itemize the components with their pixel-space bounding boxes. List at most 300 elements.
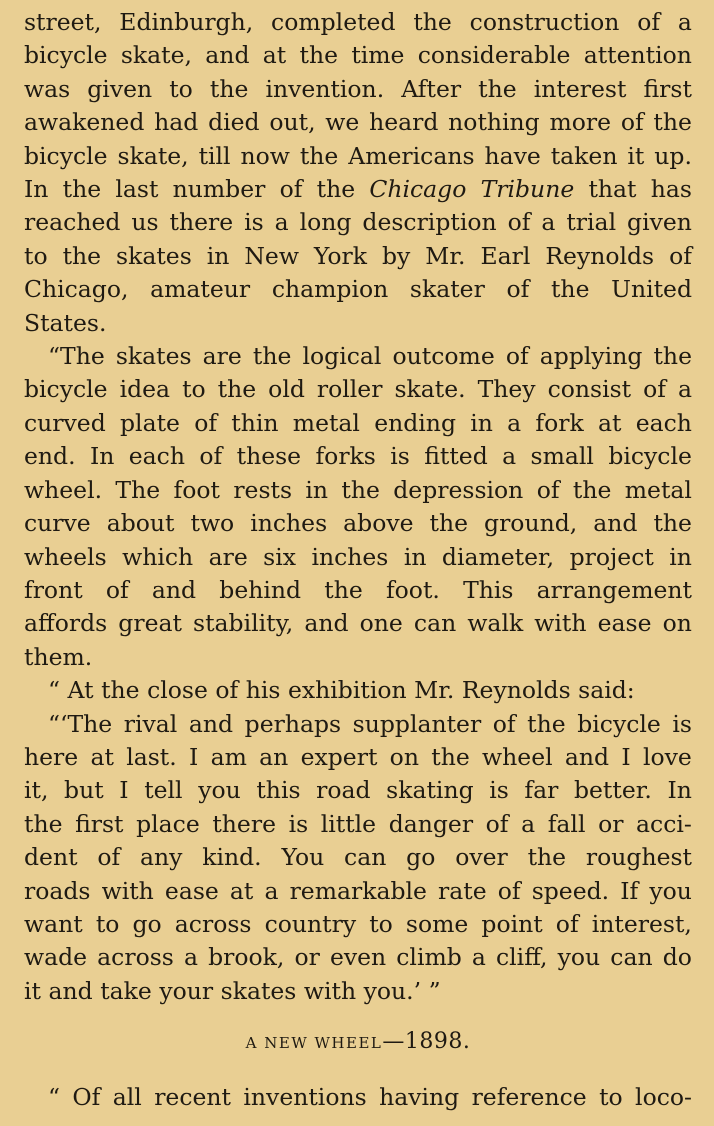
word: first [643, 74, 692, 103]
word: small [530, 442, 594, 471]
word: the [316, 175, 356, 204]
word: skates [220, 976, 297, 1005]
word: fall [547, 809, 586, 838]
word: your [159, 976, 214, 1005]
word: a [274, 208, 289, 237]
word: point [481, 909, 543, 938]
word: wheel. [24, 475, 103, 504]
word: great [118, 609, 182, 638]
text-line [24, 6, 692, 39]
word: died [208, 108, 260, 137]
word: Americans [348, 141, 475, 170]
word: it [24, 976, 41, 1005]
word: of [643, 375, 666, 404]
word: skate, [117, 141, 189, 170]
word: can [610, 943, 653, 972]
word: loco- [635, 1083, 692, 1112]
word: plate [120, 408, 180, 437]
word: I [621, 742, 631, 771]
word: taken [550, 141, 618, 170]
word: them. [24, 642, 93, 671]
word: I [119, 776, 129, 805]
word: go [406, 843, 436, 872]
text-line [24, 206, 692, 239]
word: with [303, 976, 357, 1005]
word: said: [578, 676, 635, 705]
word: cliff, [496, 943, 548, 972]
word: In [667, 776, 692, 805]
word: was [24, 74, 71, 103]
word: but [64, 776, 104, 805]
word: is [244, 208, 264, 237]
word: brook, [208, 943, 285, 972]
word: the [478, 74, 517, 103]
word: At [67, 676, 94, 705]
word: In [24, 175, 49, 204]
word: is [489, 776, 509, 805]
word: a [541, 208, 556, 237]
word: behind [219, 575, 302, 604]
word: rival [123, 709, 178, 738]
text-line [24, 941, 692, 974]
word: do [662, 943, 692, 972]
word: the [527, 709, 566, 738]
text-line [24, 975, 692, 1008]
word: perhaps [244, 709, 342, 738]
word: at [262, 41, 287, 70]
word: with [534, 609, 587, 638]
text-line [24, 774, 692, 807]
word: Mr. [414, 676, 455, 705]
word: ease [597, 609, 652, 638]
word: logical [302, 342, 382, 371]
word: there [169, 208, 234, 237]
word: of [507, 208, 531, 237]
word: there [212, 809, 276, 838]
word: reached [24, 208, 121, 237]
word: over [455, 843, 508, 872]
word: ease [164, 876, 219, 905]
word: Chicago [369, 175, 467, 204]
word: roughest [585, 843, 692, 872]
word: of [620, 108, 644, 137]
word: more [549, 108, 612, 137]
word: at [90, 742, 114, 771]
word: want [24, 909, 83, 938]
word: the [653, 108, 692, 137]
word: fitted [424, 442, 488, 471]
word: awakened [24, 108, 145, 137]
word: Tribune [480, 175, 575, 204]
word: go [132, 909, 162, 938]
heading-year: —1898. [382, 1029, 471, 1055]
word: of [536, 475, 560, 504]
word: and [188, 709, 234, 738]
word: skating [386, 776, 474, 805]
word: number [172, 175, 266, 204]
word: across [97, 943, 174, 972]
word: till [198, 141, 231, 170]
text-line [24, 841, 692, 874]
word: in [305, 475, 329, 504]
word: am [210, 742, 247, 771]
text-line [24, 340, 692, 373]
word: speed. [531, 876, 610, 905]
word: have [484, 141, 541, 170]
word: metal [292, 408, 360, 437]
word: the [299, 41, 339, 70]
word: You [281, 843, 325, 872]
word: better. [573, 776, 652, 805]
word: ” [428, 976, 441, 1005]
word: you [649, 876, 692, 905]
text-line [24, 173, 692, 206]
word: Reynolds [461, 676, 571, 705]
word: it [627, 141, 645, 170]
text-line [24, 240, 692, 273]
word: arrangement [536, 575, 692, 604]
final-paragraph [24, 1081, 692, 1114]
word: recent [154, 1083, 231, 1112]
text-line [24, 273, 692, 306]
word: ending [374, 408, 456, 437]
word: consist [547, 375, 632, 404]
word: skater [409, 275, 485, 304]
word: amateur [150, 275, 251, 304]
word: can [413, 609, 457, 638]
word: trial [566, 208, 617, 237]
word: the [209, 74, 249, 103]
text-line [24, 908, 692, 941]
word: dent [24, 843, 78, 872]
word: the [653, 509, 692, 538]
word: can [344, 843, 387, 872]
word: a [183, 943, 198, 972]
word: had [154, 108, 199, 137]
word: wade [24, 943, 88, 972]
word: with [101, 876, 154, 905]
word: curve [24, 509, 91, 538]
word: Reynolds [545, 241, 655, 270]
word: skates [116, 241, 192, 270]
word: acci- [636, 809, 692, 838]
word: outcome [392, 342, 495, 371]
word: ground, [484, 509, 578, 538]
word: bicycle [608, 442, 692, 471]
word: these [236, 442, 302, 471]
word: take [100, 976, 152, 1005]
body-text [24, 6, 692, 1008]
word: in [669, 542, 692, 571]
word: wheels [24, 542, 107, 571]
word: danger [388, 809, 474, 838]
word: affords [24, 609, 108, 638]
word: of [505, 342, 529, 371]
word: the [24, 809, 63, 838]
word: bicycle [577, 709, 661, 738]
word: of [194, 408, 218, 437]
word: we [325, 108, 360, 137]
word: of [97, 843, 121, 872]
word: metal [624, 475, 692, 504]
word: exhibition [288, 676, 407, 705]
word: United [611, 275, 692, 304]
word: a [502, 442, 517, 471]
word: up. [654, 141, 692, 170]
word: roller [316, 375, 383, 404]
word: I [189, 742, 199, 771]
word: six [263, 542, 297, 571]
word: above [343, 509, 414, 538]
word: first [75, 809, 124, 838]
word: each [635, 408, 692, 437]
word: forks [315, 442, 376, 471]
word: “ [48, 676, 61, 705]
word: a [507, 408, 522, 437]
word: on [389, 742, 419, 771]
word: about [106, 509, 175, 538]
word: applying [539, 342, 643, 371]
word: the [572, 475, 612, 504]
word: and [593, 509, 638, 538]
word: the [413, 8, 452, 36]
word: even [329, 943, 387, 972]
text-line [24, 106, 692, 139]
word: are [208, 542, 248, 571]
word: out, [269, 108, 316, 137]
word: of [555, 909, 579, 938]
word: having [379, 1083, 460, 1112]
word: of [637, 8, 661, 36]
text-line [24, 474, 692, 507]
word: heard [369, 108, 439, 137]
word: interest [533, 74, 627, 103]
word: old [268, 375, 305, 404]
word: the [101, 676, 140, 705]
word: at [597, 408, 622, 437]
word: completed [271, 8, 396, 36]
word: wheel [482, 742, 553, 771]
word: bicycle [24, 141, 108, 170]
text-line [24, 607, 692, 640]
word: the [653, 342, 692, 371]
section-heading [24, 1026, 692, 1059]
word: the [431, 742, 470, 771]
word: and [48, 976, 93, 1005]
text-line [24, 39, 692, 72]
word: the [550, 275, 590, 304]
word: After [401, 74, 462, 103]
word: skate, [120, 41, 193, 70]
text-line [24, 541, 692, 574]
word: States. [24, 308, 107, 337]
word: end. [24, 442, 76, 471]
word: rate [438, 876, 487, 905]
word: in [403, 542, 427, 571]
word: curved [24, 408, 106, 437]
word: kind. [202, 843, 262, 872]
word: a [677, 375, 692, 404]
word: has [650, 175, 692, 204]
word: you [557, 943, 601, 972]
word: depression [393, 475, 524, 504]
word: a [521, 809, 536, 838]
word: inventions [243, 1083, 367, 1112]
word: all [112, 1083, 142, 1112]
word: to [182, 375, 206, 404]
word: the [62, 241, 102, 270]
word: attention [583, 41, 692, 70]
word: his [245, 676, 281, 705]
word: interest, [591, 909, 692, 938]
word: invention. [265, 74, 385, 103]
text-line [24, 73, 692, 106]
word: given [87, 74, 153, 103]
word: the [252, 342, 292, 371]
word: country [264, 909, 357, 938]
word: “‘The [48, 709, 113, 738]
word: a [677, 8, 692, 36]
word: last. [126, 742, 177, 771]
word: you [198, 776, 241, 805]
word: that [588, 175, 637, 204]
word: of [506, 275, 530, 304]
word: of [492, 709, 516, 738]
word: inches [311, 542, 389, 571]
word: us [131, 208, 159, 237]
word: given [627, 208, 692, 237]
word: champion [271, 275, 389, 304]
word: at [229, 876, 254, 905]
word: skates [115, 342, 192, 371]
word: expert [300, 742, 378, 771]
word: and [304, 609, 349, 638]
word: an [259, 742, 289, 771]
word: the [341, 475, 380, 504]
word: each [128, 442, 185, 471]
text-line [24, 875, 692, 908]
word: are [202, 342, 242, 371]
text-line [24, 440, 692, 473]
word: inches [250, 509, 328, 538]
word: to [599, 1083, 623, 1112]
word: this [256, 776, 301, 805]
word: skate. [394, 375, 466, 404]
word: it, [24, 776, 49, 805]
word: place [136, 809, 200, 838]
word: or [294, 943, 320, 972]
word: love [642, 742, 692, 771]
word: of [215, 676, 239, 705]
word: They [477, 375, 536, 404]
word: any [140, 843, 183, 872]
word: bicycle [24, 41, 108, 70]
word: roads [24, 876, 91, 905]
word: stability, [193, 609, 294, 638]
word: construction [469, 8, 620, 36]
word: you.’ [363, 976, 422, 1005]
word: the [299, 141, 339, 170]
word: is [288, 809, 309, 838]
word: now [240, 141, 290, 170]
heading-smallcaps: A NEW WHEEL [245, 1034, 383, 1053]
word: to [169, 74, 193, 103]
text-line [24, 507, 692, 540]
word: in [470, 408, 493, 437]
word: of [485, 809, 509, 838]
text-line [24, 674, 692, 707]
word: tell [144, 776, 183, 805]
word: in [206, 241, 230, 270]
word: The [115, 475, 161, 504]
word: New [244, 241, 299, 270]
word: two [190, 509, 235, 538]
word: of [105, 575, 129, 604]
word: time [351, 41, 405, 70]
word: of [669, 241, 692, 270]
word: last [115, 175, 159, 204]
word: diameter, [441, 542, 555, 571]
word: to [369, 909, 393, 938]
word: walk [467, 609, 524, 638]
text-line [24, 140, 692, 173]
word: Earl [480, 241, 531, 270]
word: climb [396, 943, 462, 972]
word: description [362, 208, 497, 237]
word: the [429, 509, 469, 538]
word: street, [24, 8, 102, 36]
text-line [24, 307, 692, 340]
word: to [24, 241, 48, 270]
word: foot [173, 475, 220, 504]
word: Of [72, 1083, 101, 1112]
word: thin [231, 408, 279, 437]
word: long [299, 208, 352, 237]
word: Chicago, [24, 275, 129, 304]
word: is [390, 442, 410, 471]
word: and [205, 41, 250, 70]
word: rests [233, 475, 293, 504]
word: is [672, 709, 692, 738]
word: a [471, 943, 486, 972]
word: considerable [417, 41, 571, 70]
word: to [95, 909, 120, 938]
word: This [463, 575, 514, 604]
word: supplanter [352, 709, 482, 738]
word: foot. [385, 575, 440, 604]
text-line [24, 808, 692, 841]
word: of [199, 442, 223, 471]
word: the [62, 175, 102, 204]
word: on [662, 609, 692, 638]
word: and [151, 575, 197, 604]
word: In [89, 442, 115, 471]
text-line [24, 407, 692, 440]
word: by [381, 241, 411, 270]
text-line [24, 574, 692, 607]
word: fork [535, 408, 584, 437]
word: idea [119, 375, 171, 404]
word: close [147, 676, 208, 705]
word: road [316, 776, 371, 805]
word: here [24, 742, 79, 771]
word: far [524, 776, 559, 805]
text-line [24, 1081, 692, 1114]
word: little [320, 809, 377, 838]
word: “ [48, 1083, 61, 1112]
text-line [24, 641, 692, 674]
word: across [174, 909, 252, 938]
